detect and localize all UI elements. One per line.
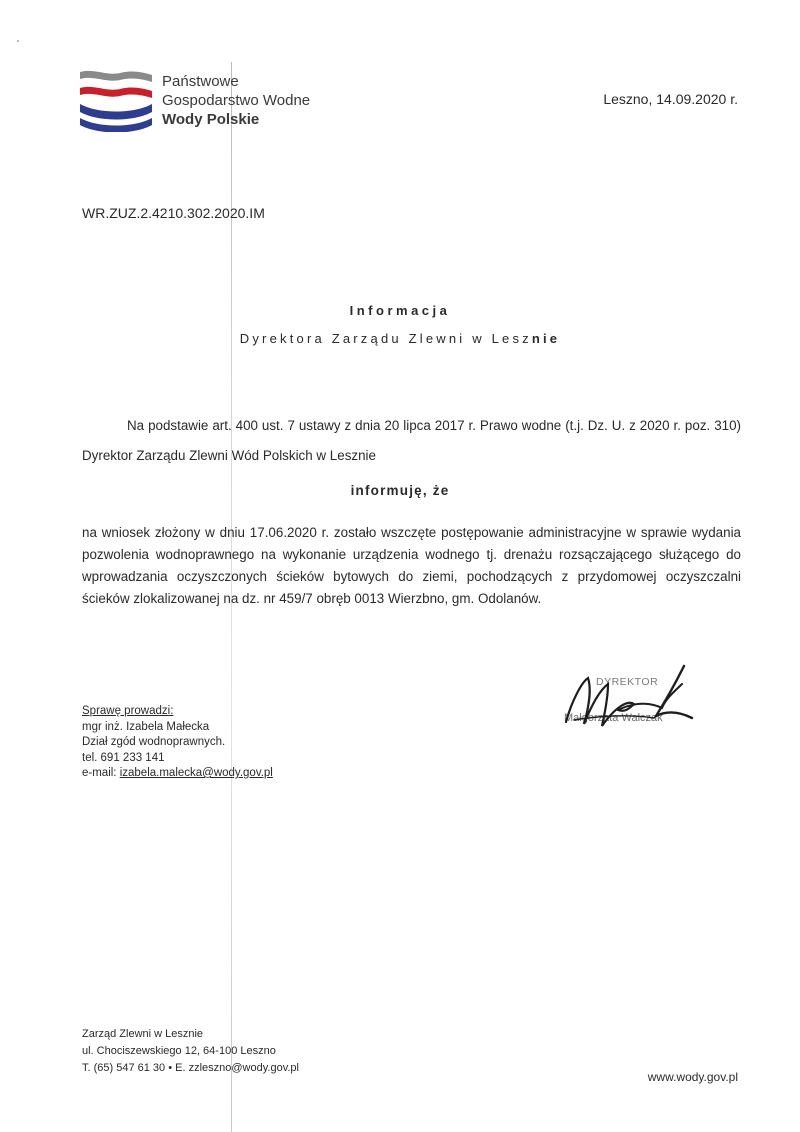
case-handler-department: Dział zgód wodnoprawnych. (82, 736, 226, 748)
subtitle-bold-suffix: nie (531, 331, 561, 346)
office-street: ul. Chociszewskiego 12, 64-100 Leszno (82, 1045, 276, 1057)
org-line-1: Państwowe (162, 73, 239, 90)
place-and-date: Leszno, 14.09.2020 r. (603, 91, 738, 107)
proceedings-paragraph: na wniosek złożony w dniu 17.06.2020 r. zostało wszczęte postępowanie administracyjne w sprawie wydania pozwolenia wodnoprawnego na wykonanie urządzenia wodnego tj. drenażu rozsączającego służącego do wprowadzania oczyszczonych ścieków bytowych do ziemi, pochodzących z przydomowej oczyszczalni ścieków zlokalizowanej na dz. nr 459/7 obręb 0013 Wierzbno, gm. Odolanów. (82, 525, 741, 606)
case-reference-number: WR.ZUZ.2.4210.302.2020.IM (82, 205, 265, 221)
office-address (82, 1026, 299, 1077)
document-title: Informacja (349, 303, 451, 318)
subtitle-text: Dyrektora Zarządu Zlewni w Lesz (239, 331, 532, 346)
case-handler-email-row (82, 766, 273, 782)
email-link[interactable]: izabela.malecka@wody.gov.pl (119, 767, 273, 779)
wody-polskie-logo (80, 68, 152, 132)
case-handler-heading: Sprawę prowadzi: (82, 705, 174, 717)
organization-name (162, 72, 310, 129)
website-link[interactable]: www.wody.gov.pl (647, 1070, 738, 1084)
handwritten-signature (558, 660, 708, 736)
stamp-name: Małgorzata Walczak (564, 712, 663, 724)
case-handler-phone: tel. 691 233 141 (82, 751, 165, 764)
office-name: Zarząd Zlewni w Lesznie (82, 1028, 204, 1040)
scan-speck (17, 40, 19, 42)
document-subtitle (0, 331, 800, 346)
office-phone-email: T. (65) 547 61 30 • E. zzleszno@wody.gov.pl (82, 1062, 299, 1074)
informs-heading: informuję, że (350, 483, 450, 498)
case-handler-name: mgr inż. Izabela Małecka (82, 720, 210, 733)
case-handler-contact (82, 704, 273, 782)
stamp-title: DYREKTOR (596, 676, 659, 688)
legal-basis-paragraph: Na podstawie art. 400 ust. 7 ustawy z dnia 20 lipca 2017 r. Prawo wodne (t.j. Dz. U. z 2020 r. poz. 310) Dyrektor Zarządu Zlewni Wód Polskich w Lesznie (82, 418, 741, 463)
org-line-3: Wody Polskie (162, 111, 260, 128)
email-label: e-mail: (82, 767, 120, 779)
org-line-2: Gospodarstwo Wodne (162, 92, 311, 109)
